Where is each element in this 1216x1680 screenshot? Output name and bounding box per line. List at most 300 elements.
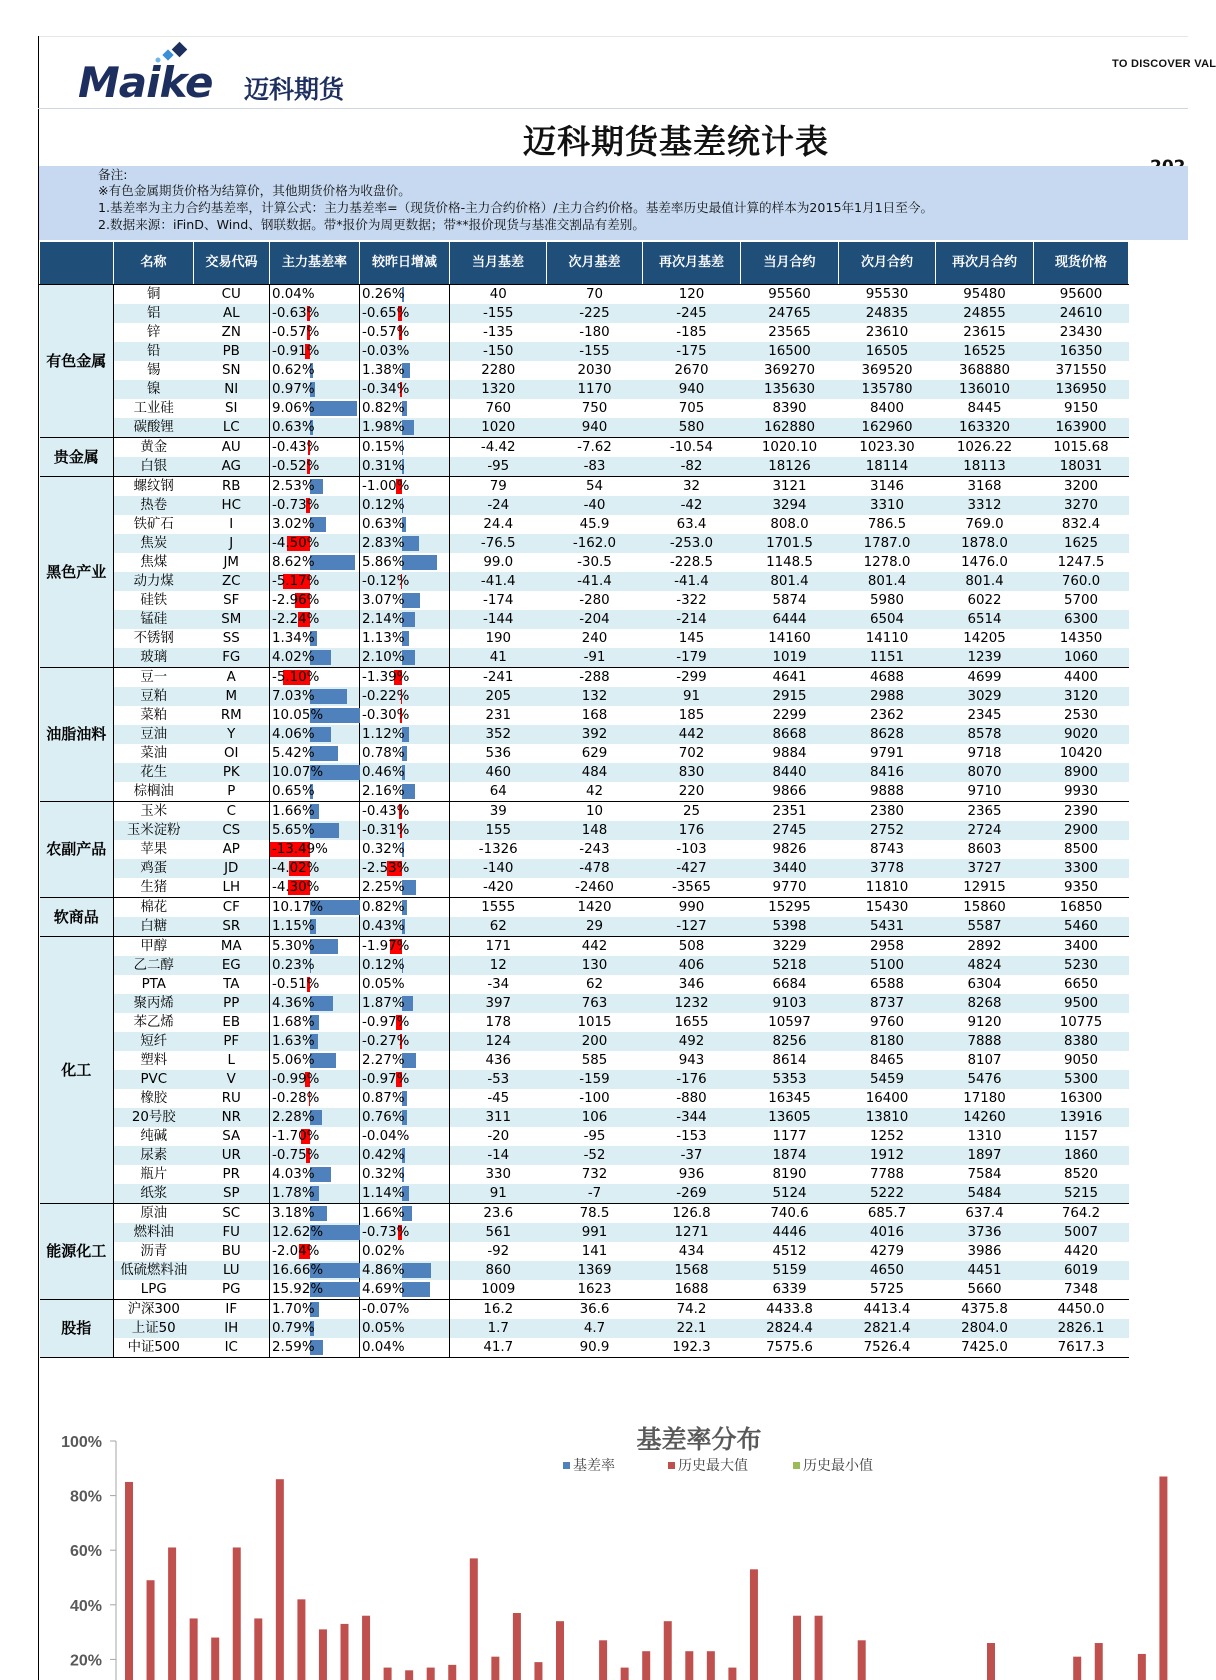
product-name-cell: 玉米 [114, 802, 194, 822]
daily-change-cell [360, 572, 450, 591]
header-divider [38, 108, 1188, 109]
cell-value: 1.14% [362, 1186, 405, 1201]
product-code-cell: CF [194, 898, 270, 918]
table-row[interactable] [40, 802, 1129, 822]
table-row[interactable] [40, 668, 1129, 688]
table-row[interactable] [40, 399, 1129, 418]
product-name-cell: LPG [114, 1280, 194, 1300]
value-cell: 220 [643, 782, 741, 802]
value-cell: 136010 [936, 380, 1034, 399]
value-cell: 760.0 [1034, 572, 1129, 591]
cell-value: 0.02% [362, 1244, 405, 1259]
basis-rate-cell [270, 802, 360, 822]
value-cell: 14205 [936, 629, 1034, 648]
value-cell: 1310 [936, 1127, 1034, 1146]
value-cell: 442 [643, 725, 741, 744]
value-cell: 1232 [643, 994, 741, 1013]
product-code-cell: IC [194, 1338, 270, 1358]
table-row[interactable] [40, 304, 1129, 323]
table-row[interactable] [40, 1108, 1129, 1127]
table-row[interactable] [40, 975, 1129, 994]
table-row[interactable] [40, 994, 1129, 1013]
table-row[interactable] [40, 629, 1129, 648]
historical-max-bar [707, 1651, 715, 1680]
table-row[interactable] [40, 610, 1129, 629]
cell-value: -0.30% [362, 708, 410, 723]
daily-change-bar [402, 1282, 430, 1297]
historical-max-bar [858, 1640, 866, 1680]
cell-value: 0.04% [362, 1340, 405, 1355]
value-cell: 4650 [839, 1261, 936, 1280]
table-row[interactable] [40, 917, 1129, 937]
basis-rate-bar [310, 689, 347, 704]
product-name-cell: 纸浆 [114, 1184, 194, 1204]
value-cell: -174 [450, 591, 547, 610]
value-cell: 155 [450, 821, 547, 840]
value-cell: -241 [450, 668, 547, 688]
table-row[interactable] [40, 553, 1129, 572]
value-cell: 8180 [839, 1032, 936, 1051]
cell-value: -0.43% [362, 804, 410, 819]
table-row[interactable] [40, 1165, 1129, 1184]
value-cell: -162.0 [547, 534, 643, 553]
product-name-cell: 铅 [114, 342, 194, 361]
daily-change-cell [360, 1032, 450, 1051]
basis-rate-cell [270, 323, 360, 342]
table-row[interactable] [40, 763, 1129, 782]
table-row[interactable] [40, 1338, 1129, 1358]
historical-max-bar [556, 1621, 564, 1680]
cell-value: 2.27% [362, 1053, 405, 1068]
value-cell: 1148.5 [741, 553, 839, 572]
value-cell: 1625 [1034, 534, 1129, 553]
table-row[interactable] [40, 1127, 1129, 1146]
table-row[interactable] [40, 361, 1129, 380]
value-cell: 14260 [936, 1108, 1034, 1127]
product-name-cell: 甲醇 [114, 937, 194, 957]
value-cell: 8737 [839, 994, 936, 1013]
value-cell: 311 [450, 1108, 547, 1127]
legend-label: 基差率 [573, 1458, 615, 1474]
column-header[interactable]: 当月基差 [450, 242, 547, 285]
cell-value: -2.04% [272, 1244, 320, 1259]
historical-max-bar [233, 1547, 241, 1680]
table-row[interactable] [40, 1242, 1129, 1261]
table-row[interactable] [40, 591, 1129, 610]
value-cell: 4446 [741, 1223, 839, 1242]
cell-value: 0.32% [362, 842, 405, 857]
table-row[interactable] [40, 1204, 1129, 1224]
value-cell: 145 [643, 629, 741, 648]
value-cell: 2530 [1034, 706, 1129, 725]
value-cell: 1897 [936, 1146, 1034, 1165]
cell-value: -0.34% [362, 382, 410, 397]
cell-value: 10.05% [272, 708, 324, 723]
column-header[interactable]: 名称 [114, 242, 194, 285]
top-rule [38, 36, 1188, 37]
column-header[interactable]: 主力基差率 [270, 242, 360, 285]
value-cell: 10775 [1034, 1013, 1129, 1032]
basis-rate-cell [270, 304, 360, 323]
table-row[interactable] [40, 477, 1129, 497]
cell-value: 16.66% [272, 1263, 324, 1278]
value-cell: 1170 [547, 380, 643, 399]
value-cell: 2892 [936, 937, 1034, 957]
category-cell: 油脂油料 [40, 668, 114, 802]
value-cell: 106 [547, 1108, 643, 1127]
value-cell: 23610 [839, 323, 936, 342]
column-header[interactable]: 次月基差 [547, 242, 643, 285]
category-cell: 化工 [40, 937, 114, 1204]
basis-rate-cell [270, 956, 360, 975]
table-row[interactable] [40, 1184, 1129, 1204]
cell-value: -0.73% [272, 498, 320, 513]
value-cell: 2958 [839, 937, 936, 957]
value-cell: 14110 [839, 629, 936, 648]
daily-change-cell [360, 821, 450, 840]
value-cell: 171 [450, 937, 547, 957]
cell-value: 9.06% [272, 401, 315, 416]
cell-value: -1.39% [362, 670, 410, 685]
value-cell: 130 [547, 956, 643, 975]
product-name-cell: 工业硅 [114, 399, 194, 418]
value-cell: 5222 [839, 1184, 936, 1204]
value-cell: 95530 [839, 285, 936, 305]
table-row[interactable] [40, 898, 1129, 918]
value-cell: 1688 [643, 1280, 741, 1300]
cell-value: 5.86% [362, 555, 405, 570]
value-cell: 3310 [839, 496, 936, 515]
product-name-cell: 纯碱 [114, 1127, 194, 1146]
product-name-cell: 铜 [114, 285, 194, 305]
daily-change-cell [360, 591, 450, 610]
product-name-cell: 镍 [114, 380, 194, 399]
product-code-cell: CU [194, 285, 270, 305]
value-cell: 1157 [1034, 1127, 1129, 1146]
value-cell: 6588 [839, 975, 936, 994]
product-code-cell: PK [194, 763, 270, 782]
product-code-cell: FG [194, 648, 270, 668]
cell-value: -0.97% [362, 1015, 410, 1030]
value-cell: -159 [547, 1070, 643, 1089]
cell-value: -13.49% [272, 842, 328, 857]
table-row[interactable] [40, 438, 1129, 458]
product-code-cell: AG [194, 457, 270, 477]
daily-change-cell [360, 802, 450, 822]
value-cell: 16850 [1034, 898, 1129, 918]
product-code-cell: SM [194, 610, 270, 629]
value-cell: 1020 [450, 418, 547, 438]
table-row[interactable] [40, 285, 1129, 305]
value-cell: 95600 [1034, 285, 1129, 305]
value-cell: -175 [643, 342, 741, 361]
cell-value: 8.62% [272, 555, 315, 570]
column-header[interactable]: 较昨日增减 [360, 242, 450, 285]
product-code-cell: SF [194, 591, 270, 610]
column-header[interactable]: 现货价格 [1034, 242, 1129, 285]
value-cell: 2752 [839, 821, 936, 840]
value-cell: 2345 [936, 706, 1034, 725]
table-row[interactable] [40, 821, 1129, 840]
cell-value: 1.13% [362, 631, 405, 646]
table-row[interactable] [40, 937, 1129, 957]
value-cell: 580 [643, 418, 741, 438]
daily-change-bar [402, 555, 437, 570]
product-code-cell: ZN [194, 323, 270, 342]
value-cell: 4413.4 [839, 1300, 936, 1320]
basis-rate-cell [270, 975, 360, 994]
value-cell: 1023.30 [839, 438, 936, 458]
table-row[interactable] [40, 1032, 1129, 1051]
product-name-cell: 燃料油 [114, 1223, 194, 1242]
cell-value: -0.97% [362, 1072, 410, 1087]
product-name-cell: 棉花 [114, 898, 194, 918]
historical-max-bar [1138, 1654, 1146, 1680]
cell-value: 0.04% [272, 287, 315, 302]
value-cell: 7575.6 [741, 1338, 839, 1358]
table-row[interactable] [40, 1070, 1129, 1089]
value-cell: 1623 [547, 1280, 643, 1300]
value-cell: 8256 [741, 1032, 839, 1051]
basis-rate-bar [310, 401, 357, 416]
table-row[interactable] [40, 1261, 1129, 1280]
value-cell: 23615 [936, 323, 1034, 342]
value-cell: 22.1 [643, 1319, 741, 1338]
basis-rate-cell [270, 285, 360, 305]
value-cell: 1060 [1034, 648, 1129, 668]
cell-value: 2.10% [362, 650, 405, 665]
table-row[interactable] [40, 782, 1129, 802]
value-cell: 6019 [1034, 1261, 1129, 1280]
historical-max-bar [362, 1616, 370, 1680]
cell-value: 1.12% [362, 727, 405, 742]
basis-rate-cell [270, 648, 360, 668]
value-cell: 91 [450, 1184, 547, 1204]
value-cell: 3270 [1034, 496, 1129, 515]
historical-max-bar [815, 1616, 823, 1680]
table-row[interactable] [40, 706, 1129, 725]
table-row[interactable] [40, 1300, 1129, 1320]
table-row[interactable] [40, 1280, 1129, 1300]
product-name-cell: 热卷 [114, 496, 194, 515]
value-cell: 148 [547, 821, 643, 840]
product-code-cell: IH [194, 1319, 270, 1338]
value-cell: 7888 [936, 1032, 1034, 1051]
value-cell: 200 [547, 1032, 643, 1051]
y-tick-label: 60% [69, 1543, 102, 1561]
historical-max-bar [664, 1621, 672, 1680]
table-row[interactable] [40, 648, 1129, 668]
cell-value: 0.87% [362, 1091, 405, 1106]
table-row[interactable] [40, 457, 1129, 477]
daily-change-cell [360, 285, 450, 305]
product-code-cell: SR [194, 917, 270, 937]
value-cell: 9150 [1034, 399, 1129, 418]
historical-max-bar [750, 1569, 758, 1680]
cell-value: -0.52% [272, 459, 320, 474]
table-row[interactable] [40, 1013, 1129, 1032]
value-cell: -24 [450, 496, 547, 515]
value-cell: 29 [547, 917, 643, 937]
value-cell: 5300 [1034, 1070, 1129, 1089]
value-cell: 18113 [936, 457, 1034, 477]
value-cell: 5230 [1034, 956, 1129, 975]
table-row[interactable] [40, 534, 1129, 553]
value-cell: 8628 [839, 725, 936, 744]
column-header[interactable]: 次月合约 [839, 242, 936, 285]
cell-value: -0.07% [362, 1302, 410, 1317]
value-cell: 62 [547, 975, 643, 994]
cell-value: -0.91% [272, 344, 320, 359]
table-row[interactable] [40, 840, 1129, 859]
product-name-cell: 白银 [114, 457, 194, 477]
basis-rate-cell [270, 937, 360, 957]
product-code-cell: HC [194, 496, 270, 515]
cell-value: 4.02% [272, 650, 315, 665]
daily-change-cell [360, 380, 450, 399]
cell-value: 0.79% [272, 1321, 315, 1336]
product-code-cell: LC [194, 418, 270, 438]
value-cell: 1151 [839, 648, 936, 668]
table-row[interactable] [40, 1051, 1129, 1070]
cell-value: 1.87% [362, 996, 405, 1011]
value-cell: 397 [450, 994, 547, 1013]
cell-value: -2.53% [362, 861, 410, 876]
value-cell: 2670 [643, 361, 741, 380]
cell-value: -0.63% [272, 306, 320, 321]
column-header[interactable]: 再次月合约 [936, 242, 1034, 285]
value-cell: -20 [450, 1127, 547, 1146]
daily-change-cell [360, 1338, 450, 1358]
cell-value: 4.86% [362, 1263, 405, 1278]
value-cell: -269 [643, 1184, 741, 1204]
value-cell: 732 [547, 1165, 643, 1184]
value-cell: -7 [547, 1184, 643, 1204]
table-row[interactable] [40, 323, 1129, 342]
value-cell: 2390 [1034, 802, 1129, 822]
product-code-cell: RM [194, 706, 270, 725]
product-code-cell: P [194, 782, 270, 802]
value-cell: 9884 [741, 744, 839, 763]
value-cell: 39 [450, 802, 547, 822]
value-cell: 18114 [839, 457, 936, 477]
value-cell: 16500 [741, 342, 839, 361]
product-name-cell: 锰硅 [114, 610, 194, 629]
value-cell: 369520 [839, 361, 936, 380]
value-cell: 750 [547, 399, 643, 418]
table-row[interactable] [40, 859, 1129, 878]
value-cell: 4512 [741, 1242, 839, 1261]
value-cell: 9866 [741, 782, 839, 802]
value-cell: 10 [547, 802, 643, 822]
table-row[interactable] [40, 744, 1129, 763]
product-name-cell: 聚丙烯 [114, 994, 194, 1013]
value-cell: 205 [450, 687, 547, 706]
value-cell: 62 [450, 917, 547, 937]
column-header[interactable]: 当月合约 [741, 242, 839, 285]
value-cell: 54 [547, 477, 643, 497]
legend-label: 历史最小值 [803, 1458, 873, 1474]
value-cell: 42 [547, 782, 643, 802]
value-cell: 8614 [741, 1051, 839, 1070]
value-cell: 24.4 [450, 515, 547, 534]
column-header[interactable]: 再次月基差 [643, 242, 741, 285]
table-row[interactable] [40, 515, 1129, 534]
basis-rate-cell [270, 782, 360, 802]
value-cell: 5700 [1034, 591, 1129, 610]
product-name-cell: 螺纹钢 [114, 477, 194, 497]
value-cell: 5159 [741, 1261, 839, 1280]
value-cell: 16.2 [450, 1300, 547, 1320]
table-row[interactable] [40, 1146, 1129, 1165]
value-cell: 25 [643, 802, 741, 822]
value-cell: 4450.0 [1034, 1300, 1129, 1320]
daily-change-cell [360, 725, 450, 744]
table-row[interactable] [40, 1089, 1129, 1108]
historical-max-bar [534, 1662, 542, 1680]
value-cell: 24765 [741, 304, 839, 323]
value-cell: -299 [643, 668, 741, 688]
table-row[interactable] [40, 878, 1129, 898]
basis-rate-cell [270, 687, 360, 706]
value-cell: 16525 [936, 342, 1034, 361]
table-row[interactable] [40, 1223, 1129, 1242]
value-cell: 8578 [936, 725, 1034, 744]
table-row[interactable] [40, 572, 1129, 591]
value-cell: 8668 [741, 725, 839, 744]
table-row[interactable] [40, 418, 1129, 438]
value-cell: 1015 [547, 1013, 643, 1032]
historical-max-bar [427, 1668, 435, 1680]
cell-value: -0.51% [272, 977, 320, 992]
table-row[interactable] [40, 342, 1129, 361]
value-cell: 2745 [741, 821, 839, 840]
value-cell: 9350 [1034, 878, 1129, 898]
cell-value: 0.82% [362, 900, 405, 915]
daily-change-cell [360, 1127, 450, 1146]
table-row[interactable] [40, 1319, 1129, 1338]
historical-max-bar [190, 1618, 198, 1680]
table-row[interactable] [40, 725, 1129, 744]
cell-value: -5.10% [272, 670, 320, 685]
basis-rate-cell [270, 725, 360, 744]
value-cell: 45.9 [547, 515, 643, 534]
table-row[interactable] [40, 956, 1129, 975]
cell-value: 0.26% [362, 287, 405, 302]
column-header[interactable] [40, 242, 114, 285]
table-row[interactable] [40, 380, 1129, 399]
value-cell: -10.54 [643, 438, 741, 458]
daily-change-cell [360, 1165, 450, 1184]
value-cell: 70 [547, 285, 643, 305]
value-cell: 1701.5 [741, 534, 839, 553]
cell-value: 0.63% [362, 517, 405, 532]
value-cell: 18126 [741, 457, 839, 477]
column-header[interactable]: 交易代码 [194, 242, 270, 285]
value-cell: 8445 [936, 399, 1034, 418]
value-cell: 5100 [839, 956, 936, 975]
product-name-cell: 铁矿石 [114, 515, 194, 534]
product-name-cell: 尿素 [114, 1146, 194, 1165]
table-row[interactable] [40, 496, 1129, 515]
cell-value: 0.12% [362, 498, 405, 513]
product-name-cell: 白糖 [114, 917, 194, 937]
value-cell: 231 [450, 706, 547, 725]
value-cell: 13605 [741, 1108, 839, 1127]
table-row[interactable] [40, 687, 1129, 706]
value-cell: 1015.68 [1034, 438, 1129, 458]
value-cell: -185 [643, 323, 741, 342]
